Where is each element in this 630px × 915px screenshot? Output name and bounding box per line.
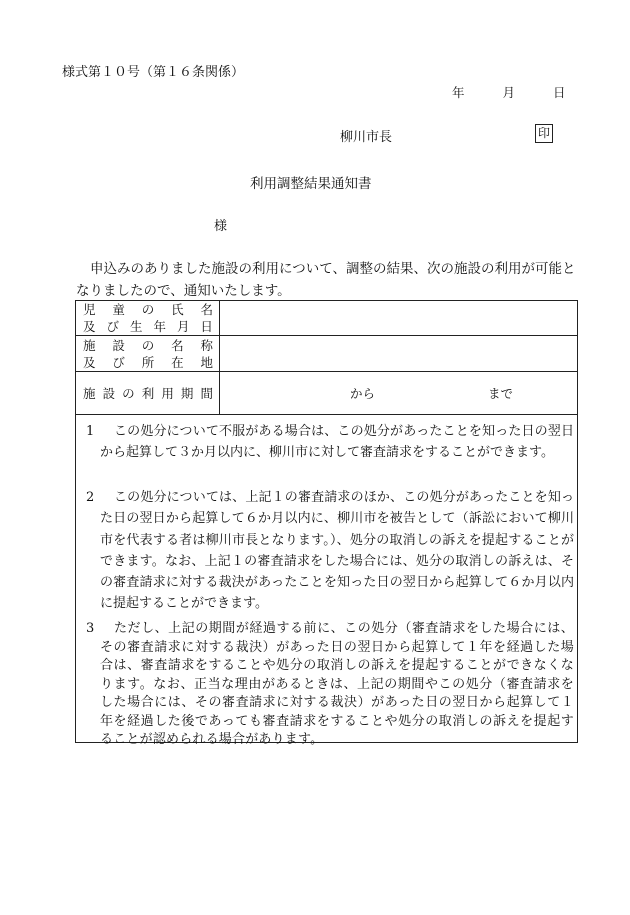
label-char: 月	[176, 319, 190, 334]
label-char: の	[141, 302, 155, 317]
note-item	[86, 421, 574, 464]
note-number: 1	[86, 424, 95, 439]
label-char: 称	[200, 337, 213, 353]
note-item	[86, 487, 574, 615]
note-number: 2	[86, 490, 95, 505]
label-char: び	[106, 319, 119, 334]
label-char: 期	[180, 385, 194, 401]
period-label	[83, 385, 213, 402]
label-char: 設	[102, 385, 116, 401]
note-text: ただし、上記の期間が経過する前に、この処分（審査請求をした場合には、その審査請求に対する裁決）があった日の翌日から起算して１年を経過した場合は、審査請求をすることや処分の取消しの訴えを提起することができなくなります。なお、正当な理由があるときは、上記の期間やこの処分（審査請求をした場合には、その審査請求に対する裁決）があった日の翌日から起算して１年を経過した後であっても審査請求をすることや処分の取消しの訴えを提起することが認められる場合があります。	[100, 621, 574, 747]
label-char: 用	[161, 385, 174, 401]
label-char: 名	[171, 337, 184, 353]
label-char: 年	[153, 319, 166, 334]
note-number: 3	[86, 621, 95, 636]
label-char: び	[112, 354, 125, 370]
label-char: 及	[83, 354, 96, 370]
seal-mark: 印	[535, 124, 553, 143]
label-char: 生	[129, 319, 143, 334]
facility-label-line1	[83, 337, 213, 354]
period-label-cell	[76, 372, 220, 415]
date-line	[452, 83, 565, 101]
label-char: 設	[112, 337, 125, 353]
label-char: 間	[200, 385, 213, 401]
label-char: 童	[112, 302, 125, 317]
body-text: 申込みのありました施設の利用について、調整の結果、次の施設の利用が可能となりましたので、通知いたします。	[76, 261, 576, 299]
label-char: の	[141, 337, 155, 353]
date-year: 年	[452, 85, 465, 100]
period-value-cell[interactable]	[220, 372, 578, 415]
label-char: 児	[83, 302, 96, 317]
info-table	[75, 300, 578, 415]
facility-value-cell[interactable]	[220, 336, 578, 372]
document-title: 利用調整結果通知書	[250, 176, 372, 192]
date-day: 日	[552, 85, 566, 100]
facility-label-line2	[83, 354, 213, 371]
label-char: 名	[200, 302, 213, 317]
label-char: 氏	[171, 302, 184, 317]
child-label-line2	[83, 318, 213, 335]
label-char: の	[122, 385, 135, 401]
label-char: 地	[200, 354, 213, 370]
label-char: 利	[141, 385, 155, 401]
child-label-line1	[83, 301, 213, 318]
label-char: 日	[200, 319, 213, 334]
label-char: 施	[83, 385, 96, 401]
issuer-name: 柳川市長	[340, 130, 393, 145]
label-char: 及	[83, 319, 96, 334]
note-text: この処分について不服がある場合は、この処分があったことを知った日の翌日から起算して３か月以内に、柳川市に対して審査請求をすることができます。	[100, 424, 574, 461]
form-number: 様式第１０号（第１６条関係）	[62, 65, 245, 80]
note-text: この処分については、上記１の審査請求のほか、この処分があったことを知った日の翌日から起算して６か月以内に、柳川市を被告として（訴訟において柳川市を代表する者は柳川市長となります。）、処分の取消しの訴えを提起することができます。なお、上記１の審査請求をした場合には、処分の取消しの訴えは、その審査請求に対する裁決があったことを知った日の翌日から起算して６か月以内に提起することができます。	[100, 490, 574, 612]
child-label-cell	[76, 301, 220, 336]
label-char: 施	[83, 337, 96, 353]
label-char: 在	[171, 354, 184, 370]
child-value-cell[interactable]	[220, 301, 578, 336]
addressee-suffix: 様	[214, 219, 228, 234]
period-to: まで	[488, 386, 514, 401]
label-char: 所	[141, 354, 155, 370]
facility-label-cell	[76, 336, 220, 372]
date-month: 月	[502, 85, 515, 100]
period-from: から	[350, 386, 376, 401]
note-item	[86, 620, 574, 750]
